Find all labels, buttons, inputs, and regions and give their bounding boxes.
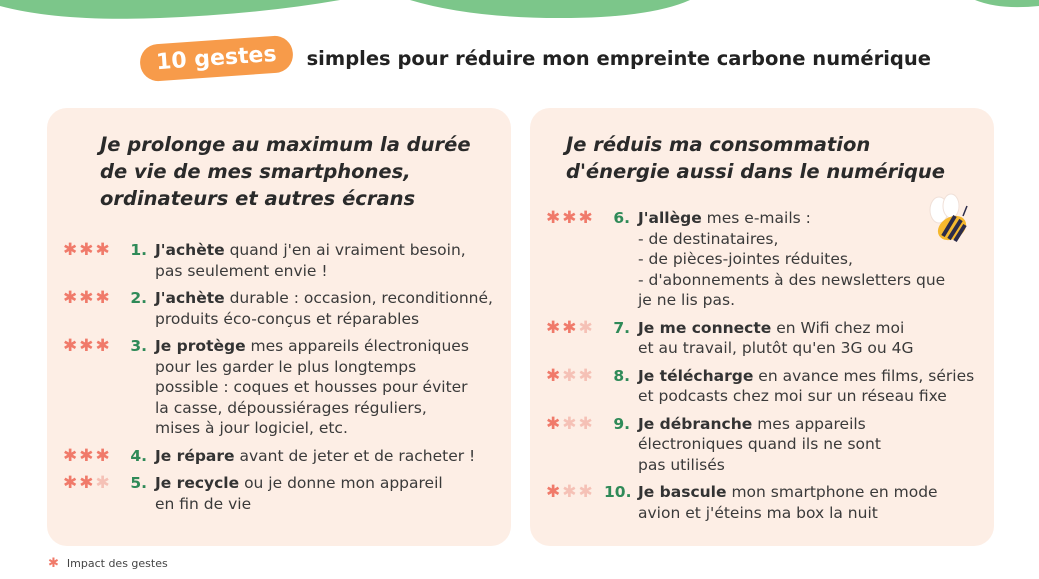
impact-star-icon: ✱ <box>578 365 595 386</box>
card-title: Je réduis ma consommation d'énergie aussi dans le numérique <box>566 133 946 183</box>
gesture-number: 1. <box>130 241 147 259</box>
gesture-line: - de destinataires, <box>638 229 779 248</box>
impact-star-icon: ✱ <box>63 288 80 308</box>
gesture-line: pas utilisés <box>638 455 725 474</box>
gesture-text <box>638 318 914 359</box>
gesture-verb: Je bascule <box>638 483 727 501</box>
impact-star-icon: ✱ <box>79 336 96 356</box>
gesture-text <box>155 473 443 514</box>
impact-rating <box>546 318 604 359</box>
impact-star-icon: ✱ <box>562 482 579 502</box>
gesture-verb: Je protège <box>155 337 246 355</box>
impact-star-icon: ✱ <box>562 365 579 386</box>
card-title: Je prolonge au maximum la durée de vie de mes smartphones, ordinateurs et autres écrans <box>100 133 471 210</box>
gesture-item <box>63 240 503 281</box>
impact-star-icon: ✱ <box>95 473 112 493</box>
decorative-wave <box>0 0 1039 30</box>
page-title: simples pour réduire mon empreinte carbone numérique <box>306 47 931 70</box>
gesture-verb: Je recycle <box>155 474 240 492</box>
impact-star-icon: ✱ <box>63 445 80 466</box>
gesture-text <box>155 288 493 329</box>
gesture-number: 6. <box>613 209 630 227</box>
impact-star-icon: ✱ <box>95 336 112 356</box>
impact-star-icon: ✱ <box>63 240 80 260</box>
impact-star-icon: ✱ <box>79 445 96 466</box>
gesture-line: en avance mes films, séries <box>753 366 975 385</box>
impact-star-icon: ✱ <box>546 482 563 502</box>
gesture-text <box>638 208 945 311</box>
gesture-line: en fin de vie <box>155 494 252 513</box>
gesture-text <box>638 366 974 407</box>
impact-rating <box>546 208 604 311</box>
impact-star-icon: ✱ <box>578 413 595 434</box>
gesture-line: la casse, dépoussiérages réguliers, <box>155 398 427 417</box>
impact-star-icon: ✱ <box>79 473 96 493</box>
gesture-item <box>63 473 503 514</box>
impact-rating <box>63 446 121 467</box>
gesture-line: et podcasts chez moi sur un réseau fixe <box>638 387 947 405</box>
card-energy-consumption <box>530 108 994 546</box>
card-device-lifespan <box>47 108 511 546</box>
gesture-line: avion et j'éteins ma box la nuit <box>638 503 878 522</box>
gesture-line: pour les garder le plus longtemps <box>155 357 417 376</box>
gesture-verb: Je débranche <box>638 414 753 433</box>
impact-rating <box>546 414 604 476</box>
gesture-text <box>638 482 938 523</box>
gesture-number: 3. <box>130 337 147 355</box>
impact-star-icon: ✱ <box>95 240 112 260</box>
gesture-line: et au travail, plutôt qu'en 3G ou 4G <box>638 339 914 357</box>
gesture-verb: Je me connecte <box>638 318 772 337</box>
gesture-line: mes appareils électroniques <box>245 337 469 355</box>
count-badge: 10 gestes <box>139 35 294 83</box>
gesture-verb: Je télécharge <box>638 366 754 385</box>
gesture-text <box>155 240 466 281</box>
gesture-line: mon smartphone en mode <box>726 483 938 501</box>
gesture-verb: J'achète <box>155 241 225 259</box>
impact-star-icon: ✱ <box>562 208 579 228</box>
impact-rating <box>63 288 121 329</box>
impact-star-icon: ✱ <box>48 556 59 571</box>
gesture-line: en Wifi chez moi <box>771 318 905 337</box>
gesture-item <box>546 414 986 476</box>
legend-label: Impact des gestes <box>66 557 168 570</box>
impact-star-icon: ✱ <box>578 317 595 338</box>
gesture-verb: Je répare <box>155 446 235 465</box>
impact-star-icon: ✱ <box>79 240 96 260</box>
impact-star-icon: ✱ <box>63 473 80 493</box>
gesture-line: avant de jeter et de racheter ! <box>234 446 476 465</box>
impact-star-icon: ✱ <box>546 413 563 434</box>
impact-rating <box>63 336 121 439</box>
gesture-line: - de pièces-jointes réduites, <box>638 250 853 268</box>
gesture-line: produits éco-conçus et réparables <box>155 309 420 328</box>
impact-rating <box>546 482 604 523</box>
gesture-line: électroniques quand ils ne sont <box>638 435 881 453</box>
gesture-number: 2. <box>130 289 147 307</box>
gesture-line: pas seulement envie ! <box>155 261 328 280</box>
impact-star-icon: ✱ <box>578 482 595 502</box>
gesture-verb: J'achète <box>155 289 225 307</box>
impact-star-icon: ✱ <box>562 317 579 338</box>
gesture-item <box>546 366 986 407</box>
gesture-list <box>63 240 503 521</box>
gesture-line: possible : coques et housses pour éviter <box>155 378 468 396</box>
gesture-line: mises à jour logiciel, etc. <box>155 419 348 437</box>
gesture-text <box>638 414 881 476</box>
gesture-line: je ne lis pas. <box>638 291 736 309</box>
gesture-line: mes e-mails : <box>701 209 811 227</box>
gesture-line: ou je donne mon appareil <box>239 474 443 492</box>
gesture-item <box>63 446 503 467</box>
impact-star-icon: ✱ <box>562 413 579 434</box>
gesture-item <box>63 288 503 329</box>
gesture-text <box>155 336 469 439</box>
gesture-item <box>63 336 503 439</box>
impact-star-icon: ✱ <box>546 208 563 228</box>
gesture-line: durable : occasion, reconditionné, <box>224 289 493 307</box>
gesture-list <box>546 208 986 530</box>
gesture-number: 8. <box>613 366 630 385</box>
gesture-number: 5. <box>130 474 147 492</box>
impact-star-icon: ✱ <box>95 288 112 308</box>
impact-star-icon: ✱ <box>95 445 112 466</box>
impact-rating <box>63 473 121 514</box>
gesture-number: 9. <box>613 414 630 433</box>
gesture-line: quand j'en ai vraiment besoin, <box>224 241 466 259</box>
impact-star-icon: ✱ <box>63 336 80 356</box>
gesture-number: 10. <box>604 483 632 501</box>
gesture-item <box>546 208 986 311</box>
impact-rating <box>63 240 121 281</box>
impact-star-icon: ✱ <box>546 365 563 386</box>
gesture-line: - d'abonnements à des newsletters que <box>638 270 946 289</box>
gesture-line: mes appareils <box>752 414 866 433</box>
impact-star-icon: ✱ <box>79 288 96 308</box>
gesture-verb: J'allège <box>638 209 702 227</box>
legend <box>48 556 168 571</box>
impact-star-icon: ✱ <box>546 317 563 338</box>
gesture-number: 4. <box>130 446 147 465</box>
gesture-item <box>546 482 986 523</box>
gesture-text <box>155 446 475 467</box>
impact-star-icon: ✱ <box>578 208 595 228</box>
page-header <box>140 40 931 77</box>
gesture-number: 7. <box>613 318 630 337</box>
gesture-item <box>546 318 986 359</box>
impact-rating <box>546 366 604 407</box>
